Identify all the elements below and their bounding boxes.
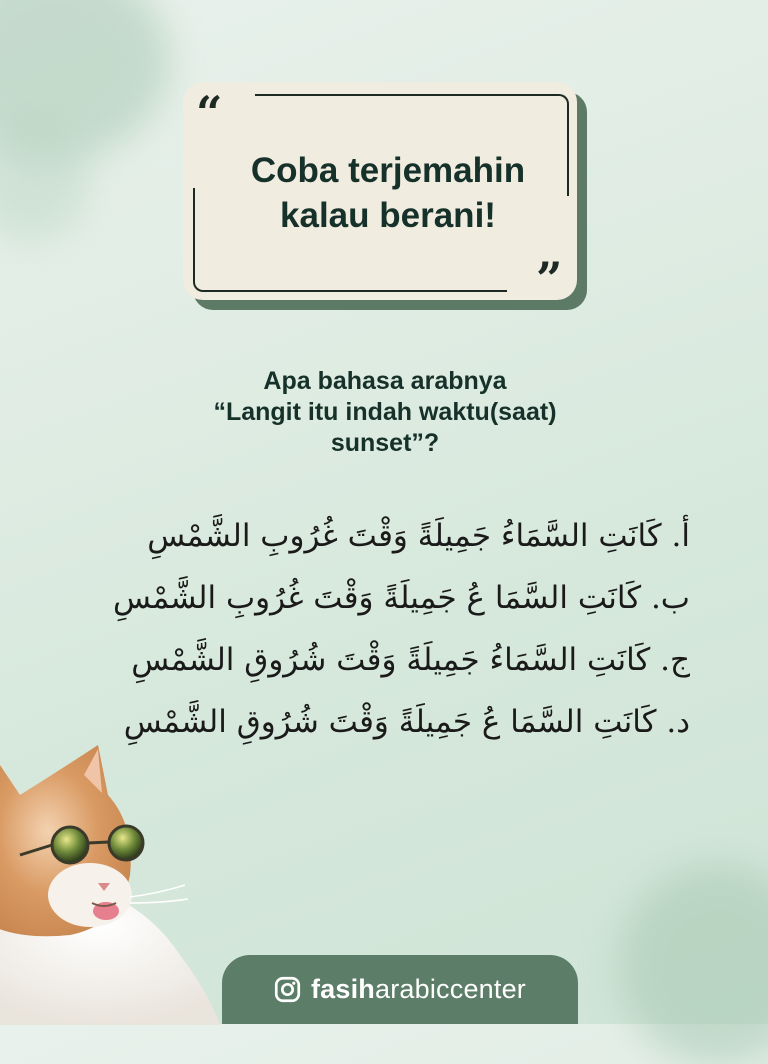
- open-quote-icon: “: [196, 86, 223, 140]
- answer-option-c: ج. كَانَتِ السَّمَاءُ جَمِيلَةً وَقْتَ شُرُوقِ الشَّمْسِ: [131, 642, 690, 678]
- watercolor-stain-bottom-right: [618, 864, 768, 1064]
- quote-text: Coba terjemahin kalau berani!: [250, 151, 526, 235]
- close-quote-icon: ”: [536, 252, 563, 306]
- answer-option-a: أ. كَانَتِ السَّمَاءُ جَمِيلَةً وَقْتَ غُرُوبِ الشَّمْسِ: [147, 518, 690, 554]
- answer-options: [70, 505, 690, 753]
- instagram-icon: [274, 976, 301, 1003]
- answer-option-d: د. كَانَتِ السَّمَا عُ جَمِيلَةً وَقْتَ شُرُوقِ الشَّمْسِ: [123, 704, 690, 740]
- handle-rest-part: arabiccenter: [375, 974, 526, 1004]
- footer-handle-bar: [222, 955, 578, 1024]
- question-text: Apa bahasa arabnya “Langit itu indah waktu(saat) sunset”?: [213, 367, 557, 457]
- instagram-handle[interactable]: [311, 974, 526, 1005]
- handle-bold-part: fasih: [310, 974, 376, 1004]
- answer-option-b: ب. كَانَتِ السَّمَا عُ جَمِيلَةً وَقْتَ غُرُوبِ الشَّمْسِ: [112, 580, 690, 616]
- cat-with-sunglasses-illustration: [0, 735, 230, 1025]
